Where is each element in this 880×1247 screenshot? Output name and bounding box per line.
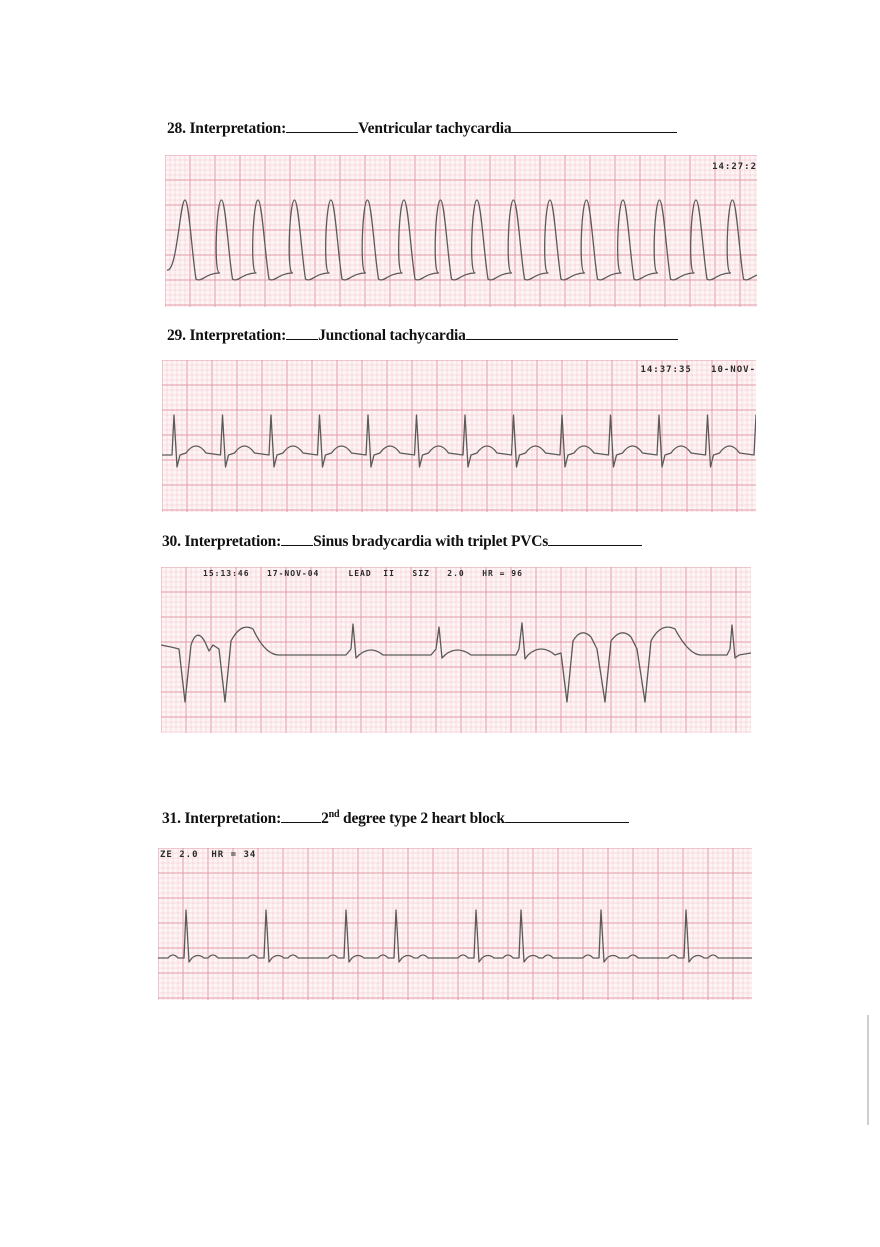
strip-timestamp: 14:27:2 <box>712 162 757 172</box>
ecg-grid <box>162 360 756 512</box>
question-29-label <box>167 325 678 345</box>
answer-blank <box>286 118 358 133</box>
ecg-strip-30 <box>161 567 751 733</box>
question-number: 30. <box>162 533 181 550</box>
question-28-label <box>167 118 677 138</box>
ecg-trace-svg <box>161 567 751 733</box>
answer-blank <box>281 531 313 546</box>
question-number: 29. <box>167 327 186 344</box>
answer-blank <box>286 325 318 340</box>
interpretation-label: Interpretation: <box>184 533 282 550</box>
ecg-trace-svg <box>162 360 756 512</box>
interpretation-label: Interpretation: <box>184 810 282 827</box>
ecg-strip-28 <box>165 155 757 307</box>
answer-blank <box>511 118 677 133</box>
question-number: 28. <box>167 120 186 137</box>
question-30-label <box>162 531 642 551</box>
strip-header: ZE 2.0 HR = 34 <box>160 850 257 860</box>
interpretation-label: Interpretation: <box>189 327 287 344</box>
answer-blank <box>281 808 321 823</box>
interpretation-label: Interpretation: <box>189 120 287 137</box>
strip-timestamp: 14:37:35 10-NOV- <box>640 365 756 375</box>
answer-text <box>321 810 505 827</box>
degree-suffix: nd <box>328 808 340 820</box>
answer-text: Sinus bradycardia with triplet PVCs <box>313 533 549 550</box>
degree-number: 2 <box>321 810 329 827</box>
strip-header: 15:13:46 17-NOV-04 LEAD II SIZ 2.0 HR = 96 <box>203 569 523 578</box>
ecg-strip-31 <box>158 848 752 1000</box>
answer-text: Ventricular tachycardia <box>358 120 512 137</box>
question-31-label <box>162 808 629 828</box>
answer-text: Junctional tachycardia <box>318 327 466 344</box>
scan-edge-mark <box>867 1015 869 1125</box>
ecg-trace-svg <box>158 848 752 1000</box>
ecg-grid <box>165 155 757 307</box>
answer-blank <box>548 531 642 546</box>
ecg-trace-svg <box>165 155 757 307</box>
answer-rest: degree type 2 heart block <box>339 810 505 827</box>
ecg-strip-29 <box>162 360 756 512</box>
answer-blank <box>505 808 629 823</box>
question-number: 31. <box>162 810 181 827</box>
answer-blank <box>466 325 678 340</box>
ecg-grid <box>158 848 752 1000</box>
